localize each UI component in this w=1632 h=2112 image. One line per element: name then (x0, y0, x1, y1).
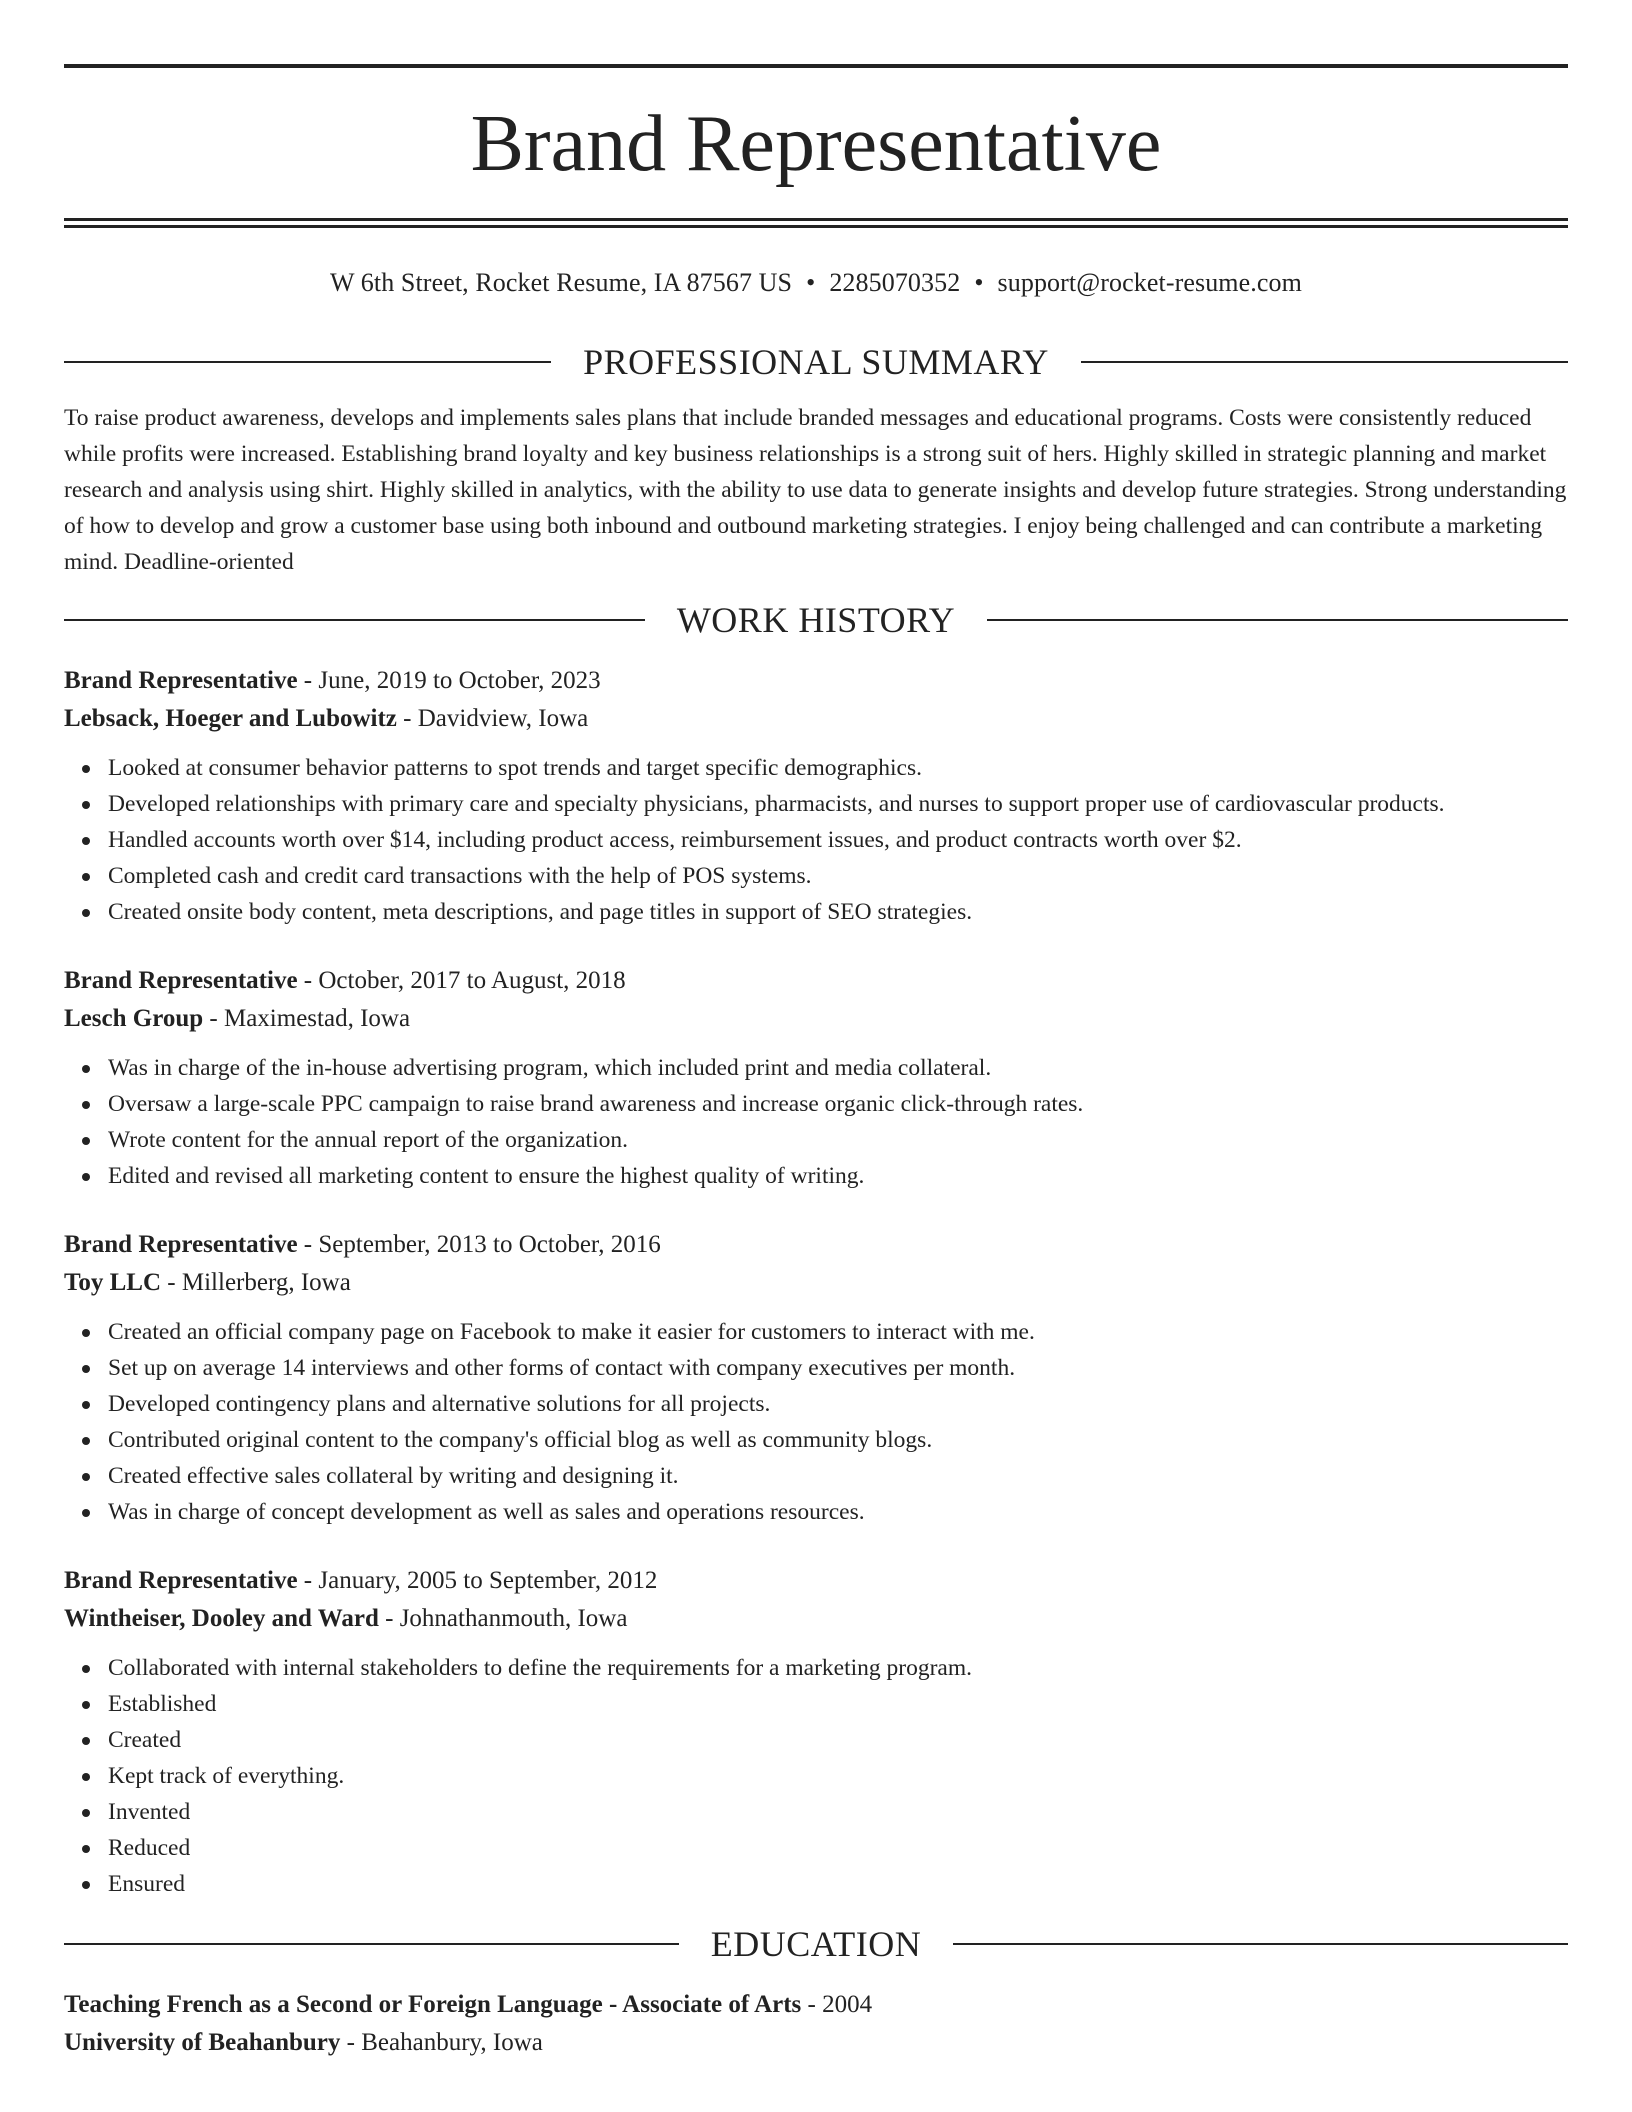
list-item (108, 1422, 1568, 1458)
bullet-text: Collaborated with internal stakeholders to define the requirements for a marketing program. (108, 1655, 972, 1681)
job-company: Lesch Group (64, 1005, 204, 1032)
list-item (108, 1650, 1568, 1686)
job-dates: - June, 2019 to October, 2023 (297, 667, 601, 694)
job-location: - Johnathanmouth, Iowa (378, 1605, 628, 1632)
job-bullets (64, 750, 1568, 930)
bullet-text: Invented (108, 1799, 191, 1825)
list-item (108, 1122, 1568, 1158)
bullet-dot (82, 1137, 90, 1145)
list-item (108, 1086, 1568, 1122)
bullet-dot (82, 837, 90, 845)
bullet-text: Created effective sales collateral by writing and designing it. (108, 1463, 679, 1489)
education-degree-line (64, 1986, 1568, 2024)
summary-text: To raise product awareness, develops and implements sales plans that include branded messages and educational programs. Costs were consistently reduced while profits were increased. Establishing brand loyalty and key business relationships is a strong suit of hers. Highly skilled in strategic planning and market research and analysis using shirt. Highly skilled in analytics, with the ability to use data to generate insights and develop future strategies. Strong understanding of how to develop and grow a customer base using both inbound and outbound marketing strategies. I enjoy being challenged and can contribute a marketing mind. Deadline-oriented (64, 405, 1567, 575)
bullet-dot (82, 765, 90, 773)
heading-rule-left (64, 361, 551, 363)
job-entry (64, 662, 1568, 930)
job-bullets (64, 1314, 1568, 1530)
bullet-dot (82, 1845, 90, 1853)
bullet-text: Completed cash and credit card transactions with the help of POS systems. (108, 863, 812, 889)
contact-address: W 6th Street, Rocket Resume, IA 87567 US (330, 268, 793, 297)
bullet-text: Developed contingency plans and alternative solutions for all projects. (108, 1391, 771, 1417)
list-item (108, 1794, 1568, 1830)
bullet-text: Reduced (108, 1835, 191, 1861)
job-bullets (64, 1650, 1568, 1902)
list-item (108, 1350, 1568, 1386)
bullet-text: Created onsite body content, meta descriptions, and page titles in support of SEO strategies. (108, 899, 973, 925)
job-entry (64, 1562, 1568, 1902)
section-heading-summary (64, 344, 1568, 380)
bullet-text: Handled accounts worth over $14, including product access, reimbursement issues, and product contracts worth over $2. (108, 827, 1242, 853)
list-item (108, 858, 1568, 894)
section-title: PROFESSIONAL SUMMARY (583, 342, 1049, 382)
bullet-text: Developed relationships with primary care and specialty physicians, pharmacists, and nurses to support proper use of cardiovascular products. (108, 791, 1445, 817)
bullet-text: Ensured (108, 1871, 186, 1897)
list-item (108, 1686, 1568, 1722)
job-title: Brand Representative (64, 667, 298, 694)
bullet-dot (82, 1773, 90, 1781)
header-double-rule (64, 218, 1568, 228)
list-item (108, 894, 1568, 930)
job-location: - Millerberg, Iowa (161, 1269, 351, 1296)
job-title-line (64, 662, 1568, 700)
bullet-dot (82, 801, 90, 809)
education-school: University of Beahanbury (64, 2029, 341, 2056)
job-dates: - September, 2013 to October, 2016 (297, 1231, 661, 1258)
bullet-dot (82, 1809, 90, 1817)
list-item (108, 1314, 1568, 1350)
heading-rule-left (64, 1943, 679, 1945)
bullet-dot (82, 1881, 90, 1889)
bullet-dot (82, 1509, 90, 1517)
bullet-text: Set up on average 14 interviews and other forms of contact with company executives per month. (108, 1355, 1016, 1381)
job-title: Brand Representative (64, 967, 298, 994)
bullet-dot (82, 1173, 90, 1181)
job-dates: - October, 2017 to August, 2018 (297, 967, 626, 994)
job-title: Brand Representative (64, 1567, 298, 1594)
bullet-dot (82, 1401, 90, 1409)
list-item (108, 1158, 1568, 1194)
bullet-dot (82, 873, 90, 881)
education-entry (64, 1986, 1568, 2062)
list-item (108, 1386, 1568, 1422)
bullet-dot (82, 1101, 90, 1109)
bullet-text: Was in charge of concept development as well as sales and operations resources. (108, 1499, 865, 1525)
list-item (108, 1722, 1568, 1758)
job-entry (64, 962, 1568, 1194)
job-company: Wintheiser, Dooley and Ward (64, 1605, 379, 1632)
job-title-line (64, 1226, 1568, 1264)
heading-rule-left (64, 619, 645, 621)
job-location: - Maximestad, Iowa (203, 1005, 411, 1032)
bullet-text: Contributed original content to the company's official blog as well as community blogs. (108, 1427, 933, 1453)
section-heading-work-history (64, 602, 1568, 638)
job-dates: - January, 2005 to September, 2012 (297, 1567, 658, 1594)
contact-line (64, 270, 1568, 296)
job-company-line (64, 1000, 1568, 1038)
job-company: Toy LLC (64, 1269, 162, 1296)
job-company-line (64, 1264, 1568, 1302)
job-location: - Davidview, Iowa (396, 705, 589, 732)
heading-rule-right (1081, 361, 1568, 363)
contact-separator: • (974, 268, 984, 297)
bullet-dot (82, 1329, 90, 1337)
list-item (108, 822, 1568, 858)
job-title: Brand Representative (64, 1231, 298, 1258)
job-entry (64, 1226, 1568, 1530)
list-item (108, 1050, 1568, 1086)
list-item (108, 1494, 1568, 1530)
heading-rule-right (987, 619, 1568, 621)
section-title: EDUCATION (710, 1924, 922, 1964)
bullet-dot (82, 1365, 90, 1373)
bullet-dot (82, 1065, 90, 1073)
job-company: Lebsack, Hoeger and Lubowitz (64, 705, 397, 732)
contact-separator: • (806, 268, 816, 297)
job-title-line (64, 962, 1568, 1000)
bullet-text: Wrote content for the annual report of the organization. (108, 1127, 628, 1153)
bullet-text: Created an official company page on Facebook to make it easier for customers to interact with me. (108, 1319, 1035, 1345)
bullet-dot (82, 1701, 90, 1709)
bullet-text: Kept track of everything. (108, 1763, 345, 1789)
bullet-dot (82, 1737, 90, 1745)
heading-rule-right (953, 1943, 1568, 1945)
list-item (108, 1866, 1568, 1902)
job-bullets (64, 1050, 1568, 1194)
contact-phone: 2285070352 (829, 268, 961, 297)
bullet-text: Created (108, 1727, 182, 1753)
job-title-line (64, 1562, 1568, 1600)
bullet-dot (82, 909, 90, 917)
contact-email: support@rocket-resume.com (997, 268, 1302, 297)
list-item (108, 1758, 1568, 1794)
resume-name: Brand Representative (470, 100, 1162, 188)
bullet-text: Looked at consumer behavior patterns to spot trends and target specific demographics. (108, 755, 922, 781)
job-company-line (64, 700, 1568, 738)
section-title: WORK HISTORY (676, 600, 956, 640)
bullet-text: Edited and revised all marketing content to ensure the highest quality of writing. (108, 1163, 865, 1189)
bullet-dot (82, 1665, 90, 1673)
education-year: - 2004 (801, 1991, 873, 2018)
bullet-text: Oversaw a large-scale PPC campaign to raise brand awareness and increase organic click-through rates. (108, 1091, 1084, 1117)
list-item (108, 1830, 1568, 1866)
education-location: - Beahanbury, Iowa (340, 2029, 543, 2056)
list-item (108, 750, 1568, 786)
bullet-text: Was in charge of the in-house advertising program, which included print and media collateral. (108, 1055, 992, 1081)
section-heading-education (64, 1926, 1568, 1962)
job-company-line (64, 1600, 1568, 1638)
bullet-text: Established (108, 1691, 217, 1717)
list-item (108, 786, 1568, 822)
education-degree: Teaching French as a Second or Foreign Language - Associate of Arts (64, 1991, 802, 2018)
education-school-line (64, 2024, 1568, 2062)
bullet-dot (82, 1437, 90, 1445)
bullet-dot (82, 1473, 90, 1481)
list-item (108, 1458, 1568, 1494)
